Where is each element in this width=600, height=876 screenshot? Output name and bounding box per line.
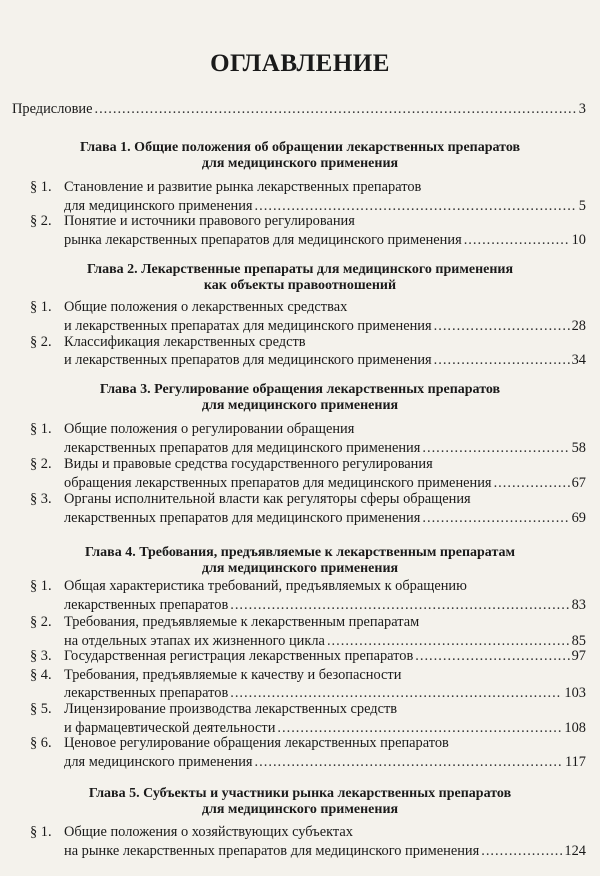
toc-entry[interactable]: на рынке лекарственных препаратов для медицинского применения ..... 124: [64, 842, 586, 861]
toc-entry-preface[interactable]: [12, 100, 586, 119]
section-number: § 5.: [30, 701, 52, 717]
page-number: 58: [571, 440, 586, 456]
page-number: 10: [571, 232, 586, 248]
page-number: 85: [571, 633, 586, 649]
dot-leader: [494, 474, 570, 493]
page-number: 83: [571, 597, 586, 613]
chapter-title[interactable]: Глава 2. Лекарственные препараты для медицинского применения как объекты правоотношений: [86, 262, 514, 293]
toc-entry[interactable]: и лекарственных препаратах для медицинского применения ..... 28: [64, 317, 586, 336]
dot-leader: [481, 842, 562, 861]
page-number: 28: [571, 318, 586, 334]
section-number: § 3.: [30, 648, 52, 664]
toc-entry[interactable]: и фармацевтической деятельности ..... 108: [64, 719, 586, 738]
chapter-title[interactable]: Глава 1. Общие положения об обращении лекарственных препаратов для медицинского применения: [79, 140, 521, 171]
entry-label: Предисловие: [12, 101, 93, 117]
section-number: § 2.: [30, 213, 52, 229]
section-number: § 6.: [30, 735, 52, 751]
section-number: § 3.: [30, 491, 52, 507]
section-title-line[interactable]: Требования, предъявляемые к лекарственным препаратам: [64, 614, 420, 630]
page-number: 108: [564, 720, 586, 736]
toc-entry[interactable]: лекарственных препаратов для медицинского применения ..... 58: [64, 439, 586, 458]
page-title: ОГЛАВЛЕНИЕ: [210, 50, 390, 77]
section-title-line[interactable]: Общие положения о хозяйствующих субъектах: [64, 824, 353, 840]
toc-entry[interactable]: лекарственных препаратов ..... 103: [64, 684, 586, 703]
section-number: § 1.: [30, 179, 52, 195]
dot-leader: [434, 317, 570, 336]
dot-leader: [422, 439, 569, 458]
section-number: § 2.: [30, 456, 52, 472]
chapter-title[interactable]: Глава 4. Требования, предъявляемые к лекарственным препаратам для медицинского применения: [84, 545, 516, 576]
section-number: § 1.: [30, 421, 52, 437]
dot-leader: [94, 100, 576, 119]
page-number: 34: [571, 352, 586, 368]
chapter-title[interactable]: Глава 5. Субъекты и участники рынка лекарственных препаратов для медицинского применения: [88, 786, 512, 817]
toc-entry[interactable]: лекарственных препаратов ..... 83: [64, 596, 586, 615]
page-number: 97: [571, 648, 586, 664]
section-number: § 1.: [30, 824, 52, 840]
page-number: 5: [578, 198, 586, 214]
section-title-line[interactable]: Ценовое регулирование обращения лекарственных препаратов: [64, 735, 449, 751]
section-title-line[interactable]: Требования, предъявляемые к качеству и безопасности: [64, 667, 402, 683]
dot-leader: [464, 231, 570, 250]
page-number: 67: [571, 475, 586, 491]
page-number: 69: [571, 510, 586, 526]
toc-entry[interactable]: рынка лекарственных препаратов для медицинского применения ..... 10: [64, 231, 586, 250]
section-title-line[interactable]: Виды и правовые средства государственного регулирования: [64, 456, 433, 472]
page-number: 3: [578, 101, 586, 117]
dot-leader: [255, 753, 563, 772]
section-title-line[interactable]: Общая характеристика требований, предъявляемых к обращению: [64, 578, 467, 594]
section-title-line[interactable]: Общие положения о лекарственных средствах: [64, 299, 348, 315]
section-title-line[interactable]: Лицензирование производства лекарственных средств: [64, 701, 398, 717]
dot-leader: [415, 647, 569, 666]
page-number: 103: [564, 685, 586, 701]
toc-entry[interactable]: лекарственных препаратов для медицинского применения ..... 69: [64, 509, 586, 528]
section-number: § 1.: [30, 299, 52, 315]
section-title-line[interactable]: Становление и развитие рынка лекарственных препаратов: [64, 179, 422, 195]
dot-leader: [434, 351, 570, 370]
toc-entry[interactable]: и лекарственных препаратов для медицинского применения ..... 34: [64, 351, 586, 370]
section-title-line[interactable]: Классификация лекарственных средств: [64, 334, 306, 350]
section-number: § 1.: [30, 578, 52, 594]
section-title-line[interactable]: Понятие и источники правового регулирования: [64, 213, 355, 229]
chapter-title[interactable]: Глава 3. Регулирование обращения лекарственных препаратов для медицинского применения: [99, 382, 501, 413]
toc-entry[interactable]: для медицинского применения ..... 117: [64, 753, 586, 772]
page-number: 124: [564, 843, 586, 859]
toc-entry[interactable]: на отдельных этапах их жизненного цикла ..... 85: [64, 632, 586, 651]
section-title-line[interactable]: Общие положения о регулировании обращения: [64, 421, 355, 437]
toc-entry[interactable]: Государственная регистрация лекарственных препаратов ..... 97: [64, 647, 586, 666]
section-number: § 4.: [30, 667, 52, 683]
section-title-line[interactable]: Органы исполнительной власти как регуляторы сферы обращения: [64, 491, 471, 507]
toc-entry[interactable]: для медицинского применения ..... 5: [64, 197, 586, 216]
section-number: § 2.: [30, 334, 52, 350]
page-number: 117: [564, 754, 586, 770]
toc-entry[interactable]: обращения лекарственных препаратов для медицинского применения ..... 67: [64, 474, 586, 493]
section-number: § 2.: [30, 614, 52, 630]
dot-leader: [422, 509, 569, 528]
